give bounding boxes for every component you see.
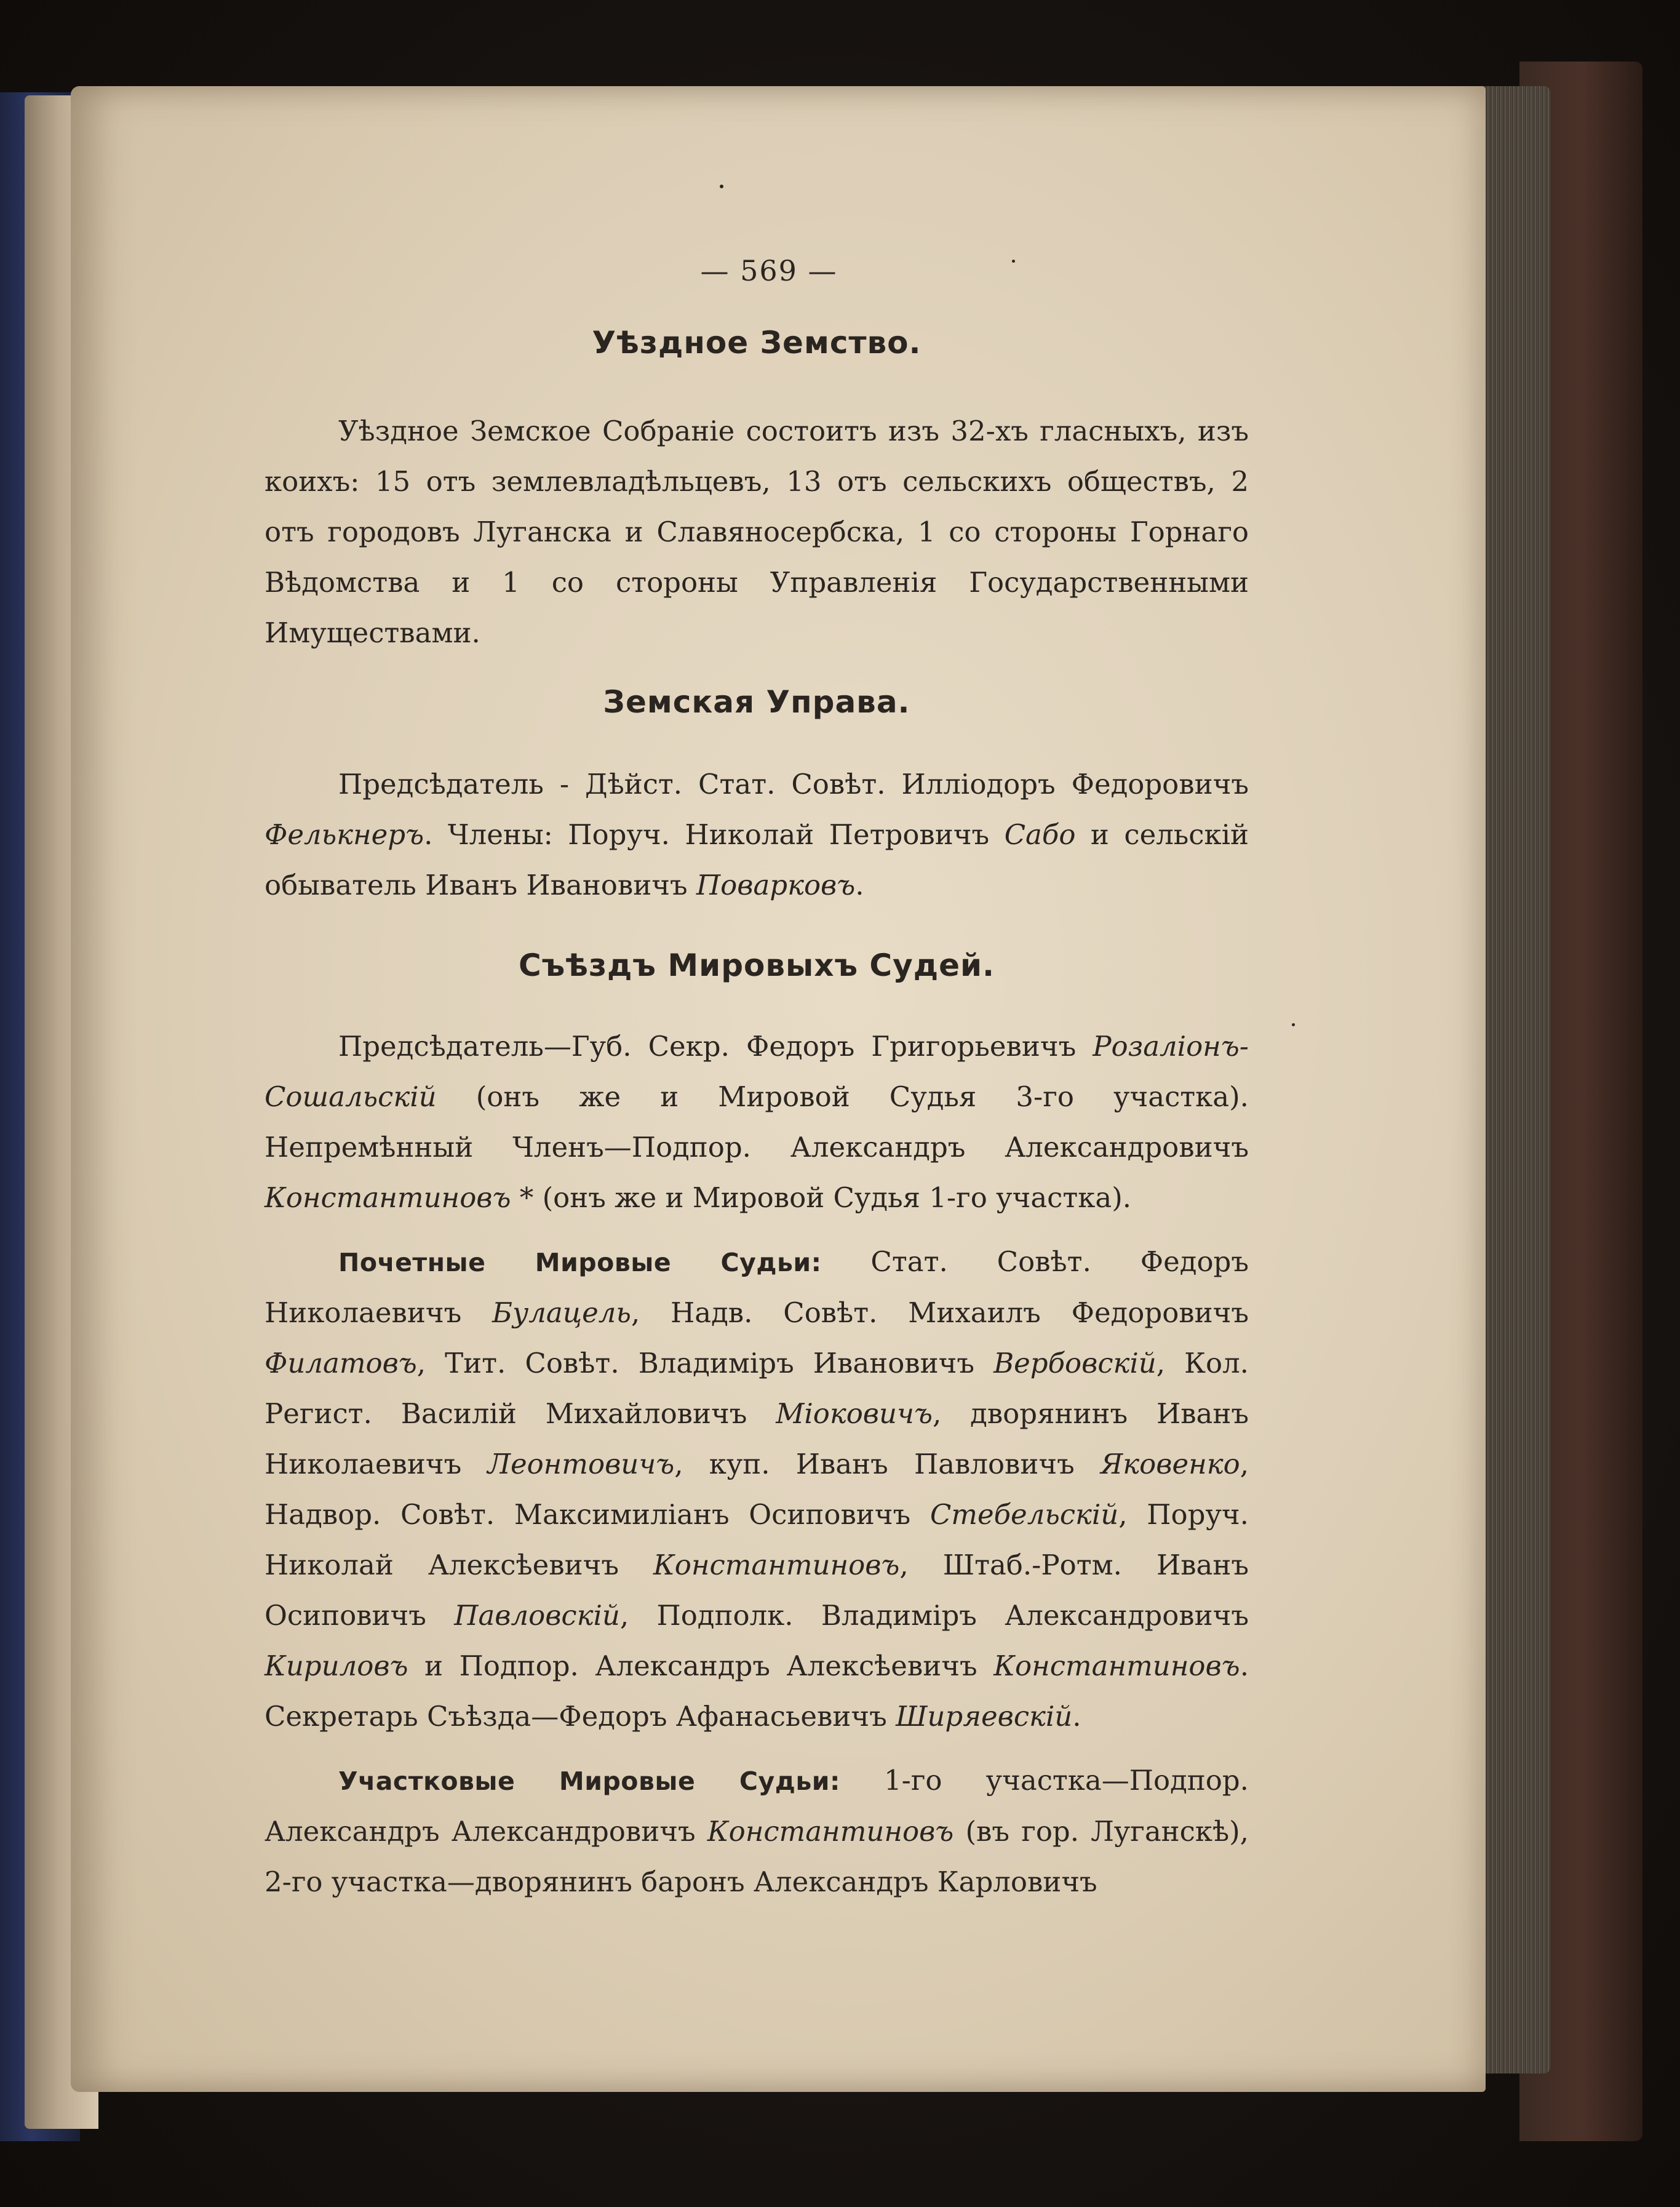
honorary-text: , Тит. Совѣт. Владиміръ Ивановичъ <box>416 1347 994 1379</box>
person-name: Розаліонъ-Сошальскій <box>265 1030 1249 1113</box>
district-text: 1-го участка—Подпор. Александръ Александровичъ <box>265 1764 1249 1848</box>
person-name: Міоковичъ <box>776 1397 933 1430</box>
person-name: Стебельскій <box>930 1498 1119 1531</box>
page-number: — 569 — <box>700 254 838 287</box>
district-text: (въ гор. Луганскѣ), 2-го участка—дворянинъ баронъ Александръ Карловичъ <box>265 1815 1249 1898</box>
uprava-text: . <box>855 869 864 901</box>
person-name: Константиновъ <box>653 1549 900 1581</box>
print-speck <box>1292 1023 1295 1026</box>
uprava-paragraph <box>265 759 1249 911</box>
person-name: Константиновъ <box>993 1650 1240 1682</box>
sezd-text: (онъ же и Мировой Судья 3-го участка). Непремѣнный Членъ—Подпор. Александръ Александровичъ <box>265 1080 1249 1163</box>
honorary-text: , куп. Иванъ Павловичъ <box>674 1448 1101 1480</box>
person-name: Павловскій <box>454 1599 620 1632</box>
section-title-uprava: Земская Управа. <box>603 684 910 720</box>
person-name: Ширяевскій <box>896 1700 1073 1733</box>
honorary-text: . Секретарь Съѣзда—Федоръ Афанасьевичъ <box>265 1650 1249 1733</box>
sezd-paragraph <box>265 1021 1249 1223</box>
person-name: Константиновъ <box>265 1181 511 1214</box>
person-name: Поварковъ <box>696 869 856 901</box>
person-name: Фелькнеръ <box>265 818 424 851</box>
district-judges-label: Участковые Мировые Судьи: <box>338 1766 840 1796</box>
honorary-text: , Надвор. Совѣт. Максимиліанъ Осиповичъ <box>265 1448 1249 1531</box>
zemstvo-paragraph: Уѣздное Земское Собраніе состоитъ изъ 32-хъ гласныхъ, изъ коихъ: 15 отъ землевладѣльцевъ, 13 отъ сельскихъ обществъ, 2 отъ городовъ Луганска и Славяносербска, 1 со стороны Горнаго Вѣдомства и 1 со стороны Управленія Государственными Имуществами. <box>265 415 1249 649</box>
sezd-text: * (онъ же и Мировой Судья 1-го участка). <box>511 1181 1132 1214</box>
person-name: Леонтовичъ <box>487 1448 675 1480</box>
person-name: Яковенко <box>1100 1448 1240 1480</box>
section-title-sezd: Съѣздъ Мировыхъ Судей. <box>518 948 995 983</box>
honorary-text: , Поруч. Николай Алексѣевичъ <box>265 1498 1249 1581</box>
honorary-text: , Штаб.-Ротм. Иванъ Осиповичъ <box>265 1549 1249 1632</box>
honorary-judges-paragraph <box>265 1237 1249 1742</box>
honorary-text: , Надв. Совѣт. Михаилъ Федоровичъ <box>631 1296 1249 1329</box>
person-name: Константиновъ <box>707 1815 954 1848</box>
person-name: Филатовъ <box>265 1347 417 1379</box>
honorary-text: , Подполк. Владиміръ Александровичъ <box>619 1599 1249 1632</box>
print-speck <box>720 185 723 188</box>
page-text <box>265 246 1249 1907</box>
honorary-text: , Кол. Регист. Василій Михайловичъ <box>265 1347 1249 1430</box>
section-title-zemstvo: Уѣздное Земство. <box>592 325 922 361</box>
honorary-text: Стат. Совѣт. Федоръ Николаевичъ <box>265 1245 1249 1329</box>
uprava-text: и сельскій обыватель Иванъ Ивановичъ <box>265 818 1249 901</box>
person-name: Кириловъ <box>265 1650 408 1682</box>
uprava-text: Предсѣдатель - Дѣйст. Стат. Совѣт. Иллiодоръ Федоровичъ <box>338 768 1249 800</box>
honorary-text: , дворянинъ Иванъ Николаевичъ <box>265 1397 1249 1480</box>
honorary-text: . <box>1072 1700 1081 1733</box>
person-name: Вербовскій <box>993 1347 1156 1379</box>
person-name: Булацель <box>492 1296 631 1329</box>
district-judges-paragraph <box>265 1755 1249 1907</box>
honorary-judges-label: Почетные Мировые Судьи: <box>338 1248 822 1277</box>
person-name: Сабо <box>1004 818 1076 851</box>
page-block-edges <box>1476 86 1550 2073</box>
sezd-text: Предсѣдатель—Губ. Секр. Федоръ Григорьевичъ <box>338 1030 1093 1063</box>
uprava-text: . Члены: Поруч. Николай Петровичъ <box>424 818 1005 851</box>
honorary-text: и Подпор. Александръ Алексѣевичъ <box>408 1650 994 1682</box>
